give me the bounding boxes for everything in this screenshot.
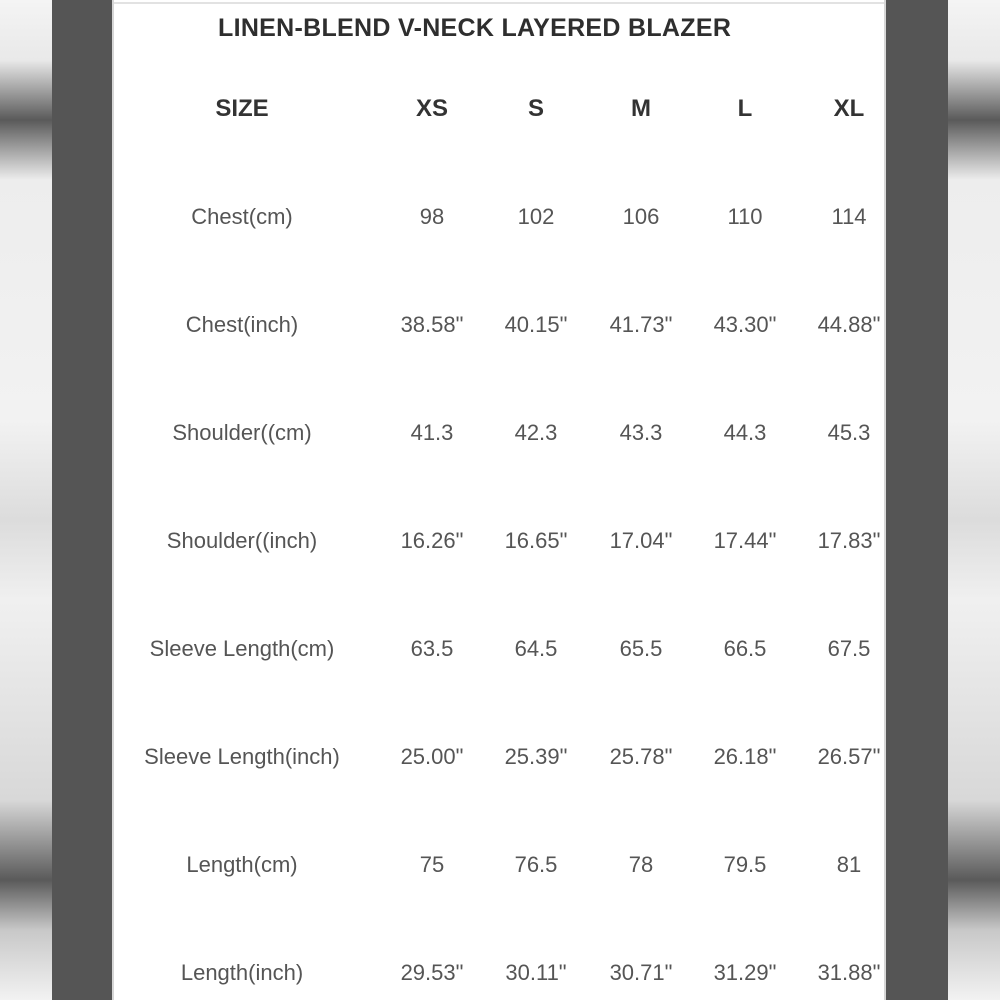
size-header-l: L	[737, 95, 753, 122]
right-blur-edge	[948, 0, 1000, 1000]
table-cell: 44.3	[723, 420, 767, 445]
table-cell: 25.39"	[504, 744, 568, 769]
size-chart-table	[114, 0, 884, 1000]
row-label: Sleeve Length(cm)	[149, 636, 335, 661]
row-label: Chest(cm)	[191, 204, 293, 229]
table-cell: 81	[836, 852, 862, 877]
size-header-xs: XS	[415, 95, 449, 122]
table-cell: 40.15"	[504, 312, 568, 337]
row-label: Sleeve Length(inch)	[144, 744, 340, 769]
table-cell: 30.11"	[505, 960, 567, 985]
table-cell: 67.5	[827, 636, 871, 661]
table-cell: 25.00"	[400, 744, 464, 769]
right-dark-band	[886, 0, 948, 1000]
table-cell: 43.3	[619, 420, 663, 445]
table-cell: 31.29"	[713, 960, 777, 985]
table-cell: 17.44"	[713, 528, 777, 553]
table-cell: 65.5	[619, 636, 663, 661]
table-cell: 31.88"	[817, 960, 881, 985]
table-cell: 43.30"	[713, 312, 777, 337]
table-cell: 30.71"	[609, 960, 673, 985]
table-cell: 75	[419, 852, 445, 877]
table-cell: 38.58"	[400, 312, 464, 337]
table-cell: 16.26"	[400, 528, 464, 553]
row-label: Length(cm)	[186, 852, 298, 877]
table-cell: 106	[622, 204, 660, 229]
table-cell: 26.18"	[713, 744, 777, 769]
product-title: LINEN-BLEND V-NECK LAYERED BLAZER	[218, 14, 732, 42]
table-cell: 102	[517, 204, 555, 229]
table-cell: 25.78"	[609, 744, 673, 769]
row-label: Shoulder((cm)	[172, 420, 312, 445]
table-cell: 63.5	[410, 636, 454, 661]
table-cell: 110	[727, 204, 763, 229]
size-column-header: SIZE	[215, 95, 269, 122]
table-cell: 29.53"	[400, 960, 464, 985]
table-cell: 79.5	[723, 852, 767, 877]
table-cell: 26.57"	[817, 744, 881, 769]
table-cell: 44.88"	[817, 312, 881, 337]
size-header-m: M	[631, 95, 651, 122]
table-cell: 17.04"	[609, 528, 673, 553]
table-cell: 17.83"	[817, 528, 881, 553]
left-blur-edge	[0, 0, 52, 1000]
row-label: Shoulder((inch)	[166, 528, 318, 553]
row-label: Length(inch)	[180, 960, 304, 985]
table-cell: 41.73"	[609, 312, 673, 337]
size-header-xl: XL	[833, 95, 865, 122]
left-dark-band	[52, 0, 112, 1000]
row-label: Chest(inch)	[185, 312, 299, 337]
table-cell: 76.5	[514, 852, 558, 877]
table-cell: 98	[419, 204, 445, 229]
size-header-s: S	[527, 95, 545, 122]
table-cell: 41.3	[410, 420, 454, 445]
table-cell: 66.5	[723, 636, 767, 661]
table-cell: 16.65"	[504, 528, 568, 553]
table-cell: 78	[628, 852, 654, 877]
table-cell: 64.5	[514, 636, 558, 661]
size-chart-card	[112, 0, 886, 1000]
table-cell: 42.3	[514, 420, 558, 445]
table-cell: 45.3	[827, 420, 871, 445]
table-cell: 114	[831, 204, 867, 229]
